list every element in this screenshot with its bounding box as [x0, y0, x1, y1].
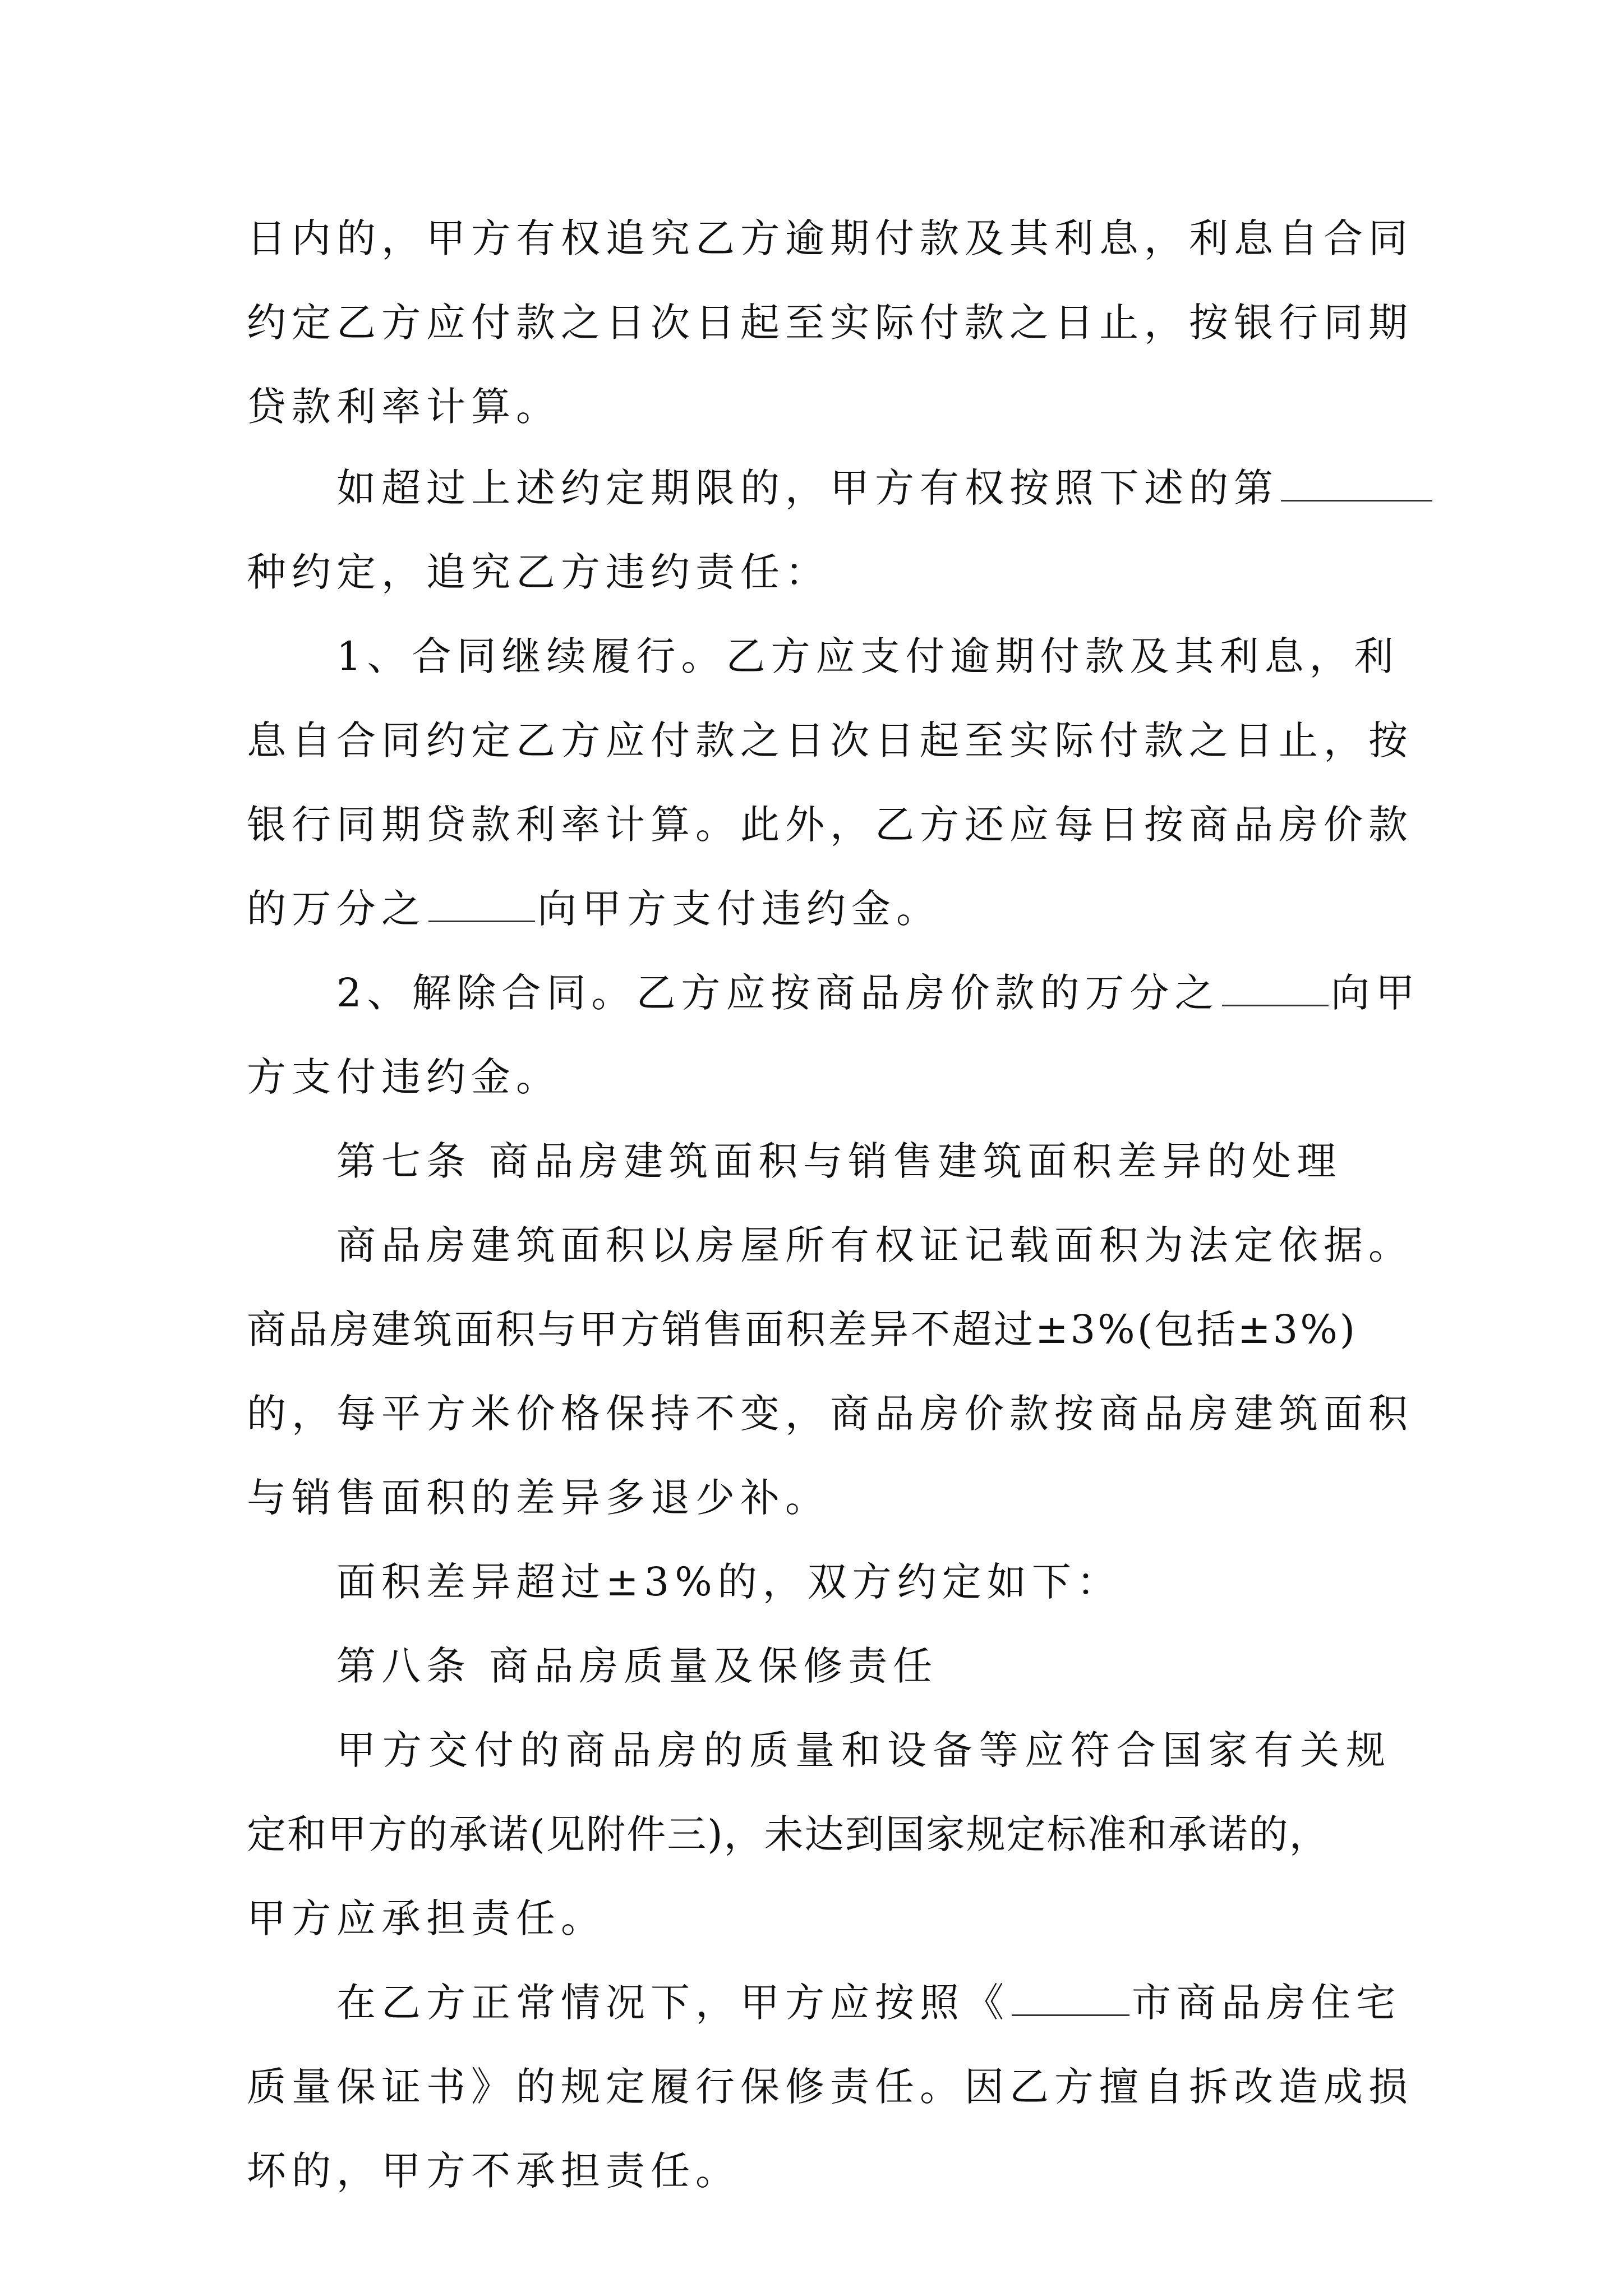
paragraph-line: 甲方应承担责任。 — [247, 1895, 606, 1941]
paragraph-line: 与销售面积的差异多退少补。 — [247, 1475, 830, 1521]
paragraph-line: 方支付违约金。 — [247, 1054, 561, 1100]
line-text: 市商品房住宅 — [1132, 1980, 1401, 2026]
paragraph-line: 息自合同约定乙方应付款之日次日起至实际付款之日止，按 — [247, 717, 1413, 763]
paragraph-line: 商品房建筑面积以房屋所有权证记载面积为法定依据。 — [336, 1222, 1413, 1268]
section-heading: 第七条 商品房建筑面积与销售建筑面积差异的处理 — [336, 1138, 1342, 1184]
line-text: 的万分之 — [247, 886, 426, 932]
fill-in-blank[interactable] — [1222, 965, 1329, 1006]
line-text: 如超过上述约定期限的，甲方有权按照下述的第 — [336, 465, 1279, 511]
fill-in-blank[interactable] — [1281, 461, 1432, 501]
paragraph-line — [247, 867, 1391, 951]
paragraph-line: 定和甲方的承诺(见附件三)，未达到国家规定标准和承诺的， — [247, 1811, 1330, 1857]
paragraph-line: 面积差异超过±3%的，双方约定如下： — [336, 1559, 1122, 1605]
paragraph-line: 的，每平方米价格保持不变，商品房价款按商品房建筑面积 — [247, 1391, 1413, 1437]
paragraph-line — [336, 446, 1391, 530]
paragraph-line: 日内的，甲方有权追究乙方逾期付款及其利息，利息自合同 — [247, 215, 1413, 261]
paragraph-line: 质量保证书》的规定履行保修责任。因乙方擅自拆改造成损 — [247, 2064, 1413, 2110]
paragraph-line: 种约定，追究乙方违约责任： — [247, 549, 830, 595]
paragraph-line: 商品房建筑面积与甲方销售面积差异不超过±3%(包括±3%) — [247, 1306, 1358, 1352]
fill-in-blank[interactable] — [1012, 1975, 1129, 2016]
paragraph-line: 银行同期贷款利率计算。此外，乙方还应每日按商品房价款 — [247, 802, 1413, 848]
section-heading: 第八条 商品房质量及保修责任 — [336, 1643, 938, 1689]
paragraph-line — [336, 951, 1421, 1035]
line-text: 向甲方支付违约金。 — [537, 886, 941, 932]
paragraph-line: 约定乙方应付款之日次日起至实际付款之日止，按银行同期 — [247, 300, 1413, 346]
paragraph-line: 贷款利率计算。 — [247, 384, 561, 430]
fill-in-blank[interactable] — [428, 881, 535, 922]
paragraph-line: 坏的，甲方不承担责任。 — [247, 2148, 740, 2194]
line-text: 向甲 — [1330, 970, 1421, 1016]
paragraph-line: 1、合同继续履行。乙方应支付逾期付款及其利息，利 — [336, 633, 1399, 679]
line-text: 2、解除合同。乙方应按商品房价款的万分之 — [336, 970, 1220, 1016]
paragraph-line — [336, 1961, 1401, 2045]
paragraph-line: 甲方交付的商品房的质量和设备等应符合国家有关规 — [336, 1727, 1391, 1773]
line-text: 在乙方正常情况下，甲方应按照《 — [336, 1980, 1009, 2026]
